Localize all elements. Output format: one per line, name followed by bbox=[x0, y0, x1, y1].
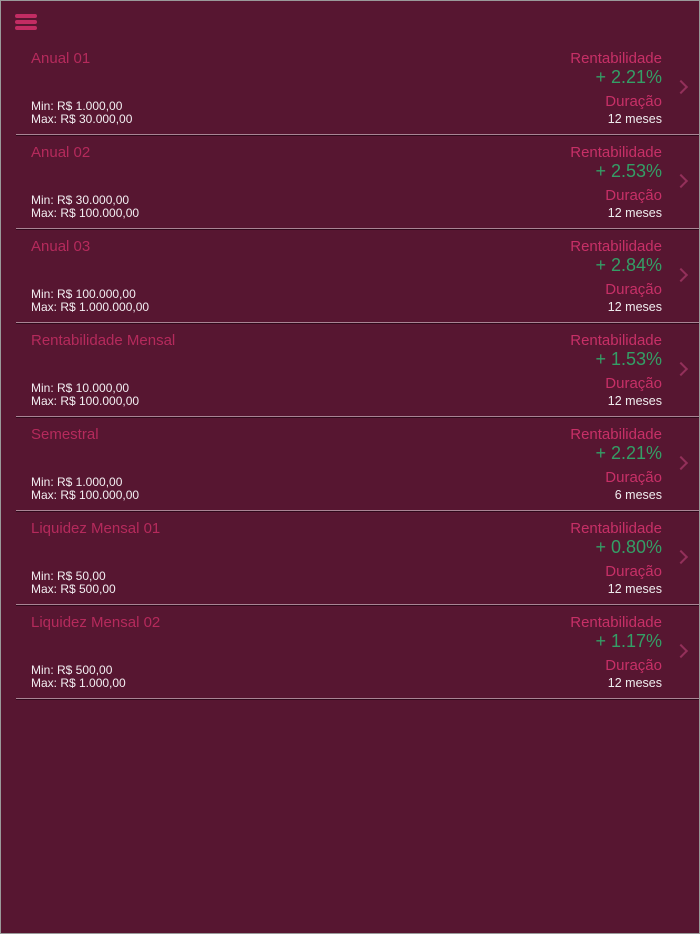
hamburger-icon bbox=[15, 26, 37, 30]
plan-info bbox=[31, 51, 570, 126]
duracao-label: Duração bbox=[605, 563, 662, 580]
plan-rate-value: + 2.84% bbox=[595, 255, 662, 275]
rentabilidade-label: Rentabilidade bbox=[570, 50, 662, 67]
hamburger-icon bbox=[15, 14, 37, 18]
plan-info bbox=[31, 239, 570, 314]
rentabilidade-label: Rentabilidade bbox=[570, 520, 662, 537]
rentabilidade-label: Rentabilidade bbox=[570, 332, 662, 349]
duracao-label: Duração bbox=[605, 375, 662, 392]
plan-max-value: Max: R$ 100.000,00 bbox=[31, 488, 140, 502]
plan-min-value: Min: R$ 50,00 bbox=[31, 569, 106, 583]
plan-list-item[interactable] bbox=[1, 417, 699, 511]
plan-stats bbox=[570, 615, 662, 690]
plan-list-item[interactable] bbox=[1, 229, 699, 323]
top-bar bbox=[1, 1, 699, 41]
plan-duration-value: 12 meses bbox=[607, 206, 662, 220]
hamburger-icon bbox=[15, 20, 37, 24]
plan-rate-value: + 1.17% bbox=[595, 631, 662, 651]
chevron-right-icon bbox=[674, 644, 688, 658]
plan-max-value: Max: R$ 500,00 bbox=[31, 582, 116, 596]
plan-min-value: Min: R$ 1.000,00 bbox=[31, 475, 123, 489]
plan-limits bbox=[31, 194, 570, 220]
plan-max-value: Max: R$ 100.000,00 bbox=[31, 206, 140, 220]
plan-max-value: Max: R$ 100.000,00 bbox=[31, 394, 140, 408]
plan-info bbox=[31, 427, 570, 502]
plan-limits bbox=[31, 570, 570, 596]
plan-duration-value: 12 meses bbox=[607, 300, 662, 314]
plan-max-value: Max: R$ 30.000,00 bbox=[31, 112, 133, 126]
plan-duration-value: 12 meses bbox=[607, 394, 662, 408]
plan-list-item[interactable] bbox=[1, 605, 699, 699]
plan-rate-value: + 2.21% bbox=[595, 67, 662, 87]
plan-name: Rentabilidade Mensal bbox=[31, 332, 176, 349]
plan-name: Liquidez Mensal 01 bbox=[31, 520, 161, 537]
plan-list-item[interactable] bbox=[1, 323, 699, 417]
chevron-right-icon bbox=[674, 456, 688, 470]
plan-name: Anual 01 bbox=[31, 50, 91, 67]
plan-name: Liquidez Mensal 02 bbox=[31, 614, 161, 631]
plan-info bbox=[31, 145, 570, 220]
chevron-right-icon bbox=[674, 80, 688, 94]
plan-duration-value: 12 meses bbox=[607, 112, 662, 126]
chevron-right-icon bbox=[674, 362, 688, 376]
chevron-right-icon bbox=[674, 550, 688, 564]
duracao-label: Duração bbox=[605, 469, 662, 486]
plan-limits bbox=[31, 664, 570, 690]
plan-stats bbox=[570, 333, 662, 408]
plan-rate-value: + 1.53% bbox=[595, 349, 662, 369]
rentabilidade-label: Rentabilidade bbox=[570, 614, 662, 631]
plan-stats bbox=[570, 239, 662, 314]
duracao-label: Duração bbox=[605, 93, 662, 110]
plan-limits bbox=[31, 382, 570, 408]
plan-min-value: Min: R$ 30.000,00 bbox=[31, 193, 130, 207]
rentabilidade-label: Rentabilidade bbox=[570, 144, 662, 161]
plans-list bbox=[1, 41, 699, 699]
plan-info bbox=[31, 521, 570, 596]
plan-limits bbox=[31, 288, 570, 314]
plan-limits bbox=[31, 476, 570, 502]
duracao-label: Duração bbox=[605, 187, 662, 204]
plan-stats bbox=[570, 51, 662, 126]
plan-rate-value: + 2.21% bbox=[595, 443, 662, 463]
plan-max-value: Max: R$ 1.000,00 bbox=[31, 676, 126, 690]
chevron-right-icon bbox=[674, 174, 688, 188]
plan-name: Anual 02 bbox=[31, 144, 91, 161]
plan-duration-value: 12 meses bbox=[607, 582, 662, 596]
plan-limits bbox=[31, 100, 570, 126]
plan-min-value: Min: R$ 10.000,00 bbox=[31, 381, 130, 395]
plan-duration-value: 6 meses bbox=[614, 488, 662, 502]
plan-min-value: Min: R$ 100.000,00 bbox=[31, 287, 136, 301]
plan-min-value: Min: R$ 500,00 bbox=[31, 663, 113, 677]
plan-rate-value: + 0.80% bbox=[595, 537, 662, 557]
plan-list-item[interactable] bbox=[1, 41, 699, 135]
plan-stats bbox=[570, 145, 662, 220]
plan-max-value: Max: R$ 1.000.000,00 bbox=[31, 300, 150, 314]
plan-info bbox=[31, 333, 570, 408]
plan-stats bbox=[570, 521, 662, 596]
chevron-right-icon bbox=[674, 268, 688, 282]
plan-list-item[interactable] bbox=[1, 135, 699, 229]
plan-list-item[interactable] bbox=[1, 511, 699, 605]
plan-name: Anual 03 bbox=[31, 238, 91, 255]
plan-duration-value: 12 meses bbox=[607, 676, 662, 690]
plan-min-value: Min: R$ 1.000,00 bbox=[31, 99, 123, 113]
duracao-label: Duração bbox=[605, 657, 662, 674]
hamburger-menu-button[interactable] bbox=[15, 14, 37, 30]
duracao-label: Duração bbox=[605, 281, 662, 298]
plan-name: Semestral bbox=[31, 426, 99, 443]
plan-info bbox=[31, 615, 570, 690]
rentabilidade-label: Rentabilidade bbox=[570, 238, 662, 255]
rentabilidade-label: Rentabilidade bbox=[570, 426, 662, 443]
plan-rate-value: + 2.53% bbox=[595, 161, 662, 181]
plan-stats bbox=[570, 427, 662, 502]
